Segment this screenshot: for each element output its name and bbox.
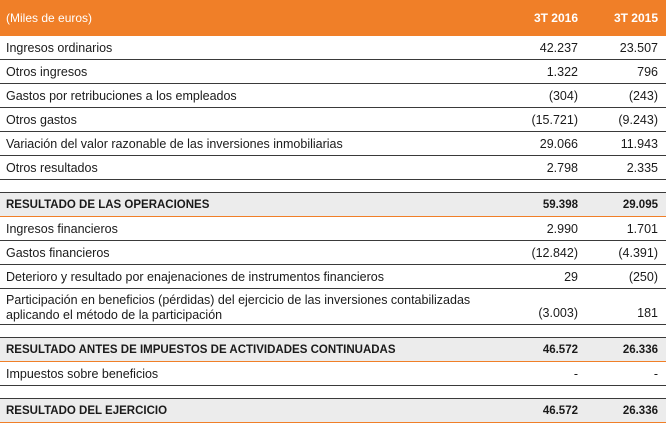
column-header-3t-2015: 3T 2015 <box>613 10 658 25</box>
summary-row-pretax-result <box>0 338 666 362</box>
row-label: Gastos financieros <box>6 245 110 260</box>
row-label: Otros ingresos <box>6 64 88 79</box>
value-2016: 2.990 <box>546 221 578 236</box>
row-label: Ingresos financieros <box>6 221 118 236</box>
row-label: Gastos por retribuciones a los empleados <box>6 88 237 103</box>
value-2016: 59.398 <box>542 198 578 211</box>
value-2015: (250) <box>628 269 658 284</box>
row-label: RESULTADO ANTES DE IMPUESTOS DE ACTIVIDADES CONTINUADAS <box>6 343 396 356</box>
table-row <box>0 84 666 108</box>
row-label: Otros resultados <box>6 160 98 175</box>
table-row <box>0 362 666 386</box>
table-row <box>0 156 666 180</box>
value-2015: 181 <box>637 306 658 320</box>
row-label: Variación del valor razonable de las inversiones inmobiliarias <box>6 136 343 151</box>
column-header-3t-2016: 3T 2016 <box>533 10 578 25</box>
value-2016: (15.721) <box>531 112 578 127</box>
value-2015: (243) <box>628 88 658 103</box>
row-label-line-2: aplicando el método de la participación <box>6 308 223 322</box>
value-2015: 23.507 <box>619 40 658 55</box>
value-2016: (12.842) <box>531 245 578 260</box>
row-label: Ingresos ordinarios <box>6 40 113 55</box>
value-2016: 46.572 <box>542 343 578 356</box>
table-row <box>0 241 666 265</box>
value-2016: (3.003) <box>538 306 578 320</box>
value-2015: 2.335 <box>626 160 658 175</box>
value-2016: 2.798 <box>546 160 578 175</box>
row-label-line-1: Participación en beneficios (pérdidas) del ejercicio de las inversiones contabilizadas <box>6 293 471 307</box>
row-spacer <box>0 180 666 193</box>
value-2015: (9.243) <box>618 112 658 127</box>
value-2015: - <box>653 366 658 381</box>
summary-row-net-result <box>0 399 666 423</box>
value-2016: (304) <box>548 88 578 103</box>
value-2015: 1.701 <box>626 221 658 236</box>
value-2016: 46.572 <box>542 404 578 417</box>
value-2015: 26.336 <box>622 404 658 417</box>
row-label: Deterioro y resultado por enajenaciones de instrumentos financieros <box>6 269 384 284</box>
table-header <box>0 0 666 36</box>
value-2015: 11.943 <box>620 136 658 151</box>
value-2016: 29 <box>564 269 578 284</box>
value-2016: 1.322 <box>546 64 578 79</box>
row-label <box>0 293 496 323</box>
row-label: RESULTADO DEL EJERCICIO <box>6 404 168 417</box>
value-2015: 26.336 <box>622 343 658 356</box>
unit-label: (Miles de euros) <box>6 10 93 25</box>
table-row <box>0 60 666 84</box>
table-row <box>0 108 666 132</box>
table-row <box>0 132 666 156</box>
row-spacer <box>0 386 666 399</box>
summary-row-operating-result <box>0 193 666 217</box>
row-label: RESULTADO DE LAS OPERACIONES <box>6 198 210 211</box>
value-2015: (4.391) <box>618 245 658 260</box>
table-row <box>0 265 666 289</box>
row-label: Otros gastos <box>6 112 77 127</box>
row-label: Impuestos sobre beneficios <box>6 366 159 381</box>
row-spacer <box>0 325 666 338</box>
table-row <box>0 289 666 325</box>
value-2016: 42.237 <box>539 40 578 55</box>
value-2015: 796 <box>637 64 658 79</box>
table-row <box>0 36 666 60</box>
value-2015: 29.095 <box>622 198 658 211</box>
table-row <box>0 217 666 241</box>
value-2016: 29.066 <box>539 136 578 151</box>
value-2016: - <box>573 366 578 381</box>
